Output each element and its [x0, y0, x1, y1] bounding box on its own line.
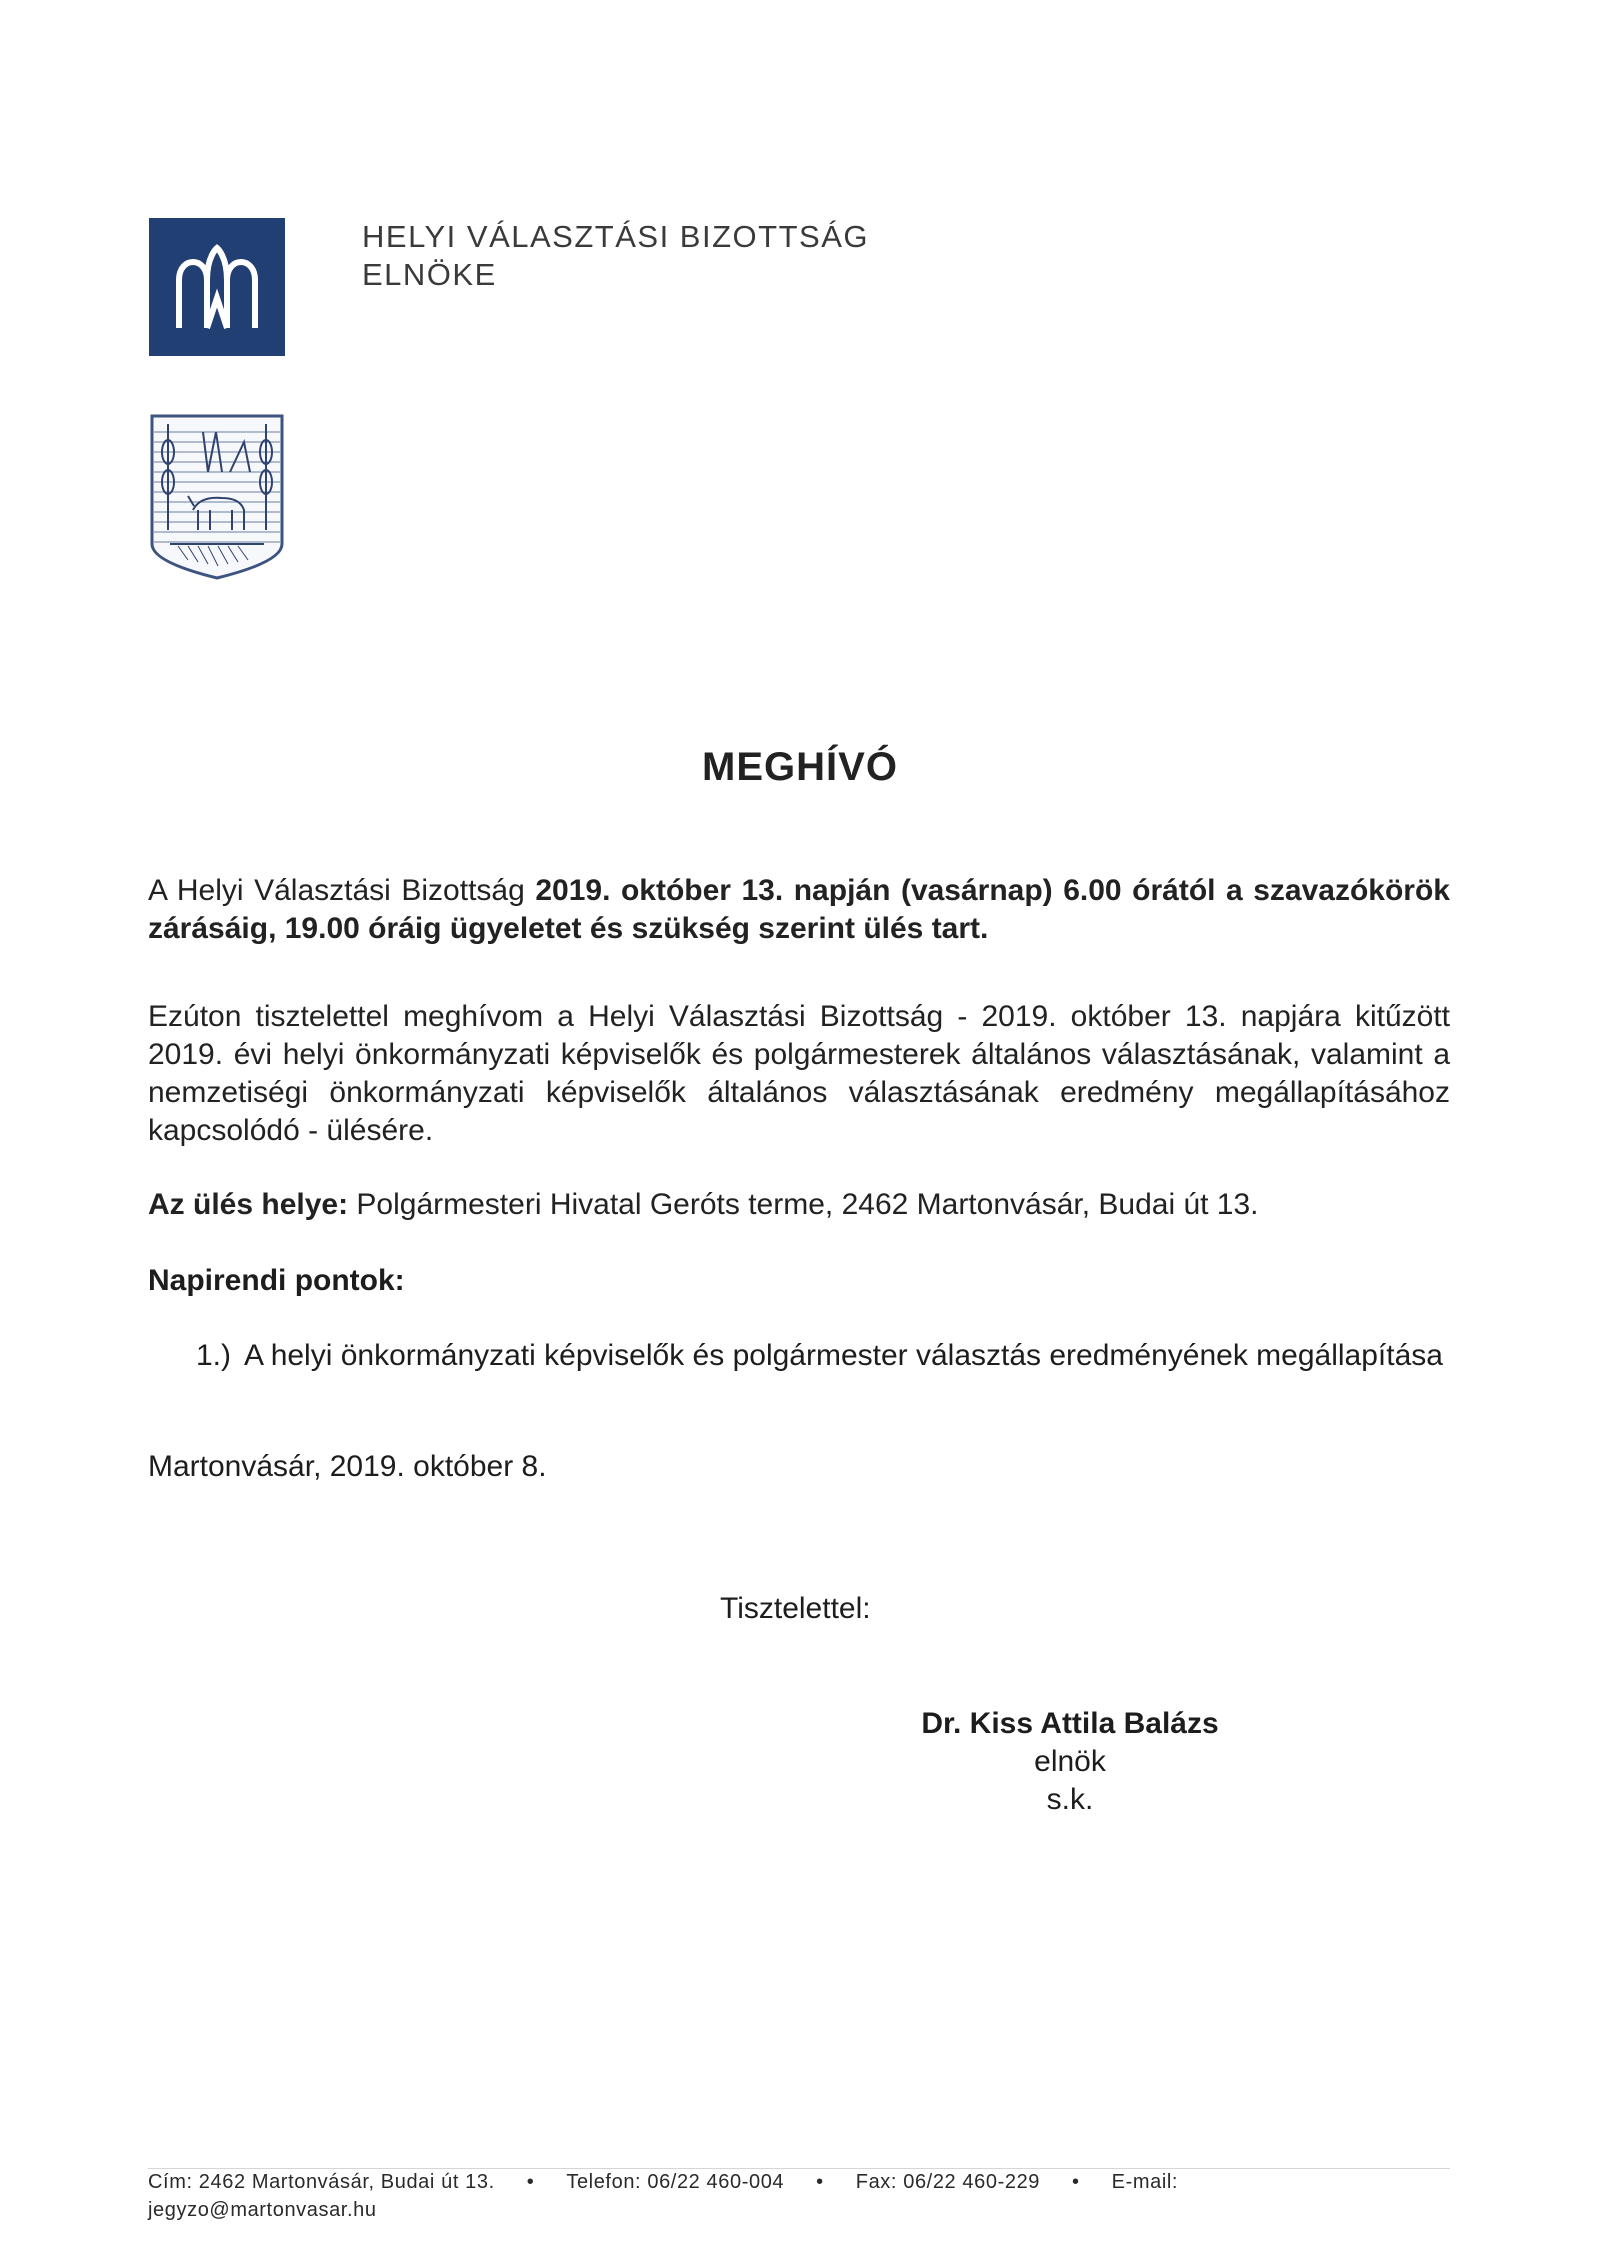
- footer-email-link[interactable]: jegyzo@martonvasar.hu: [148, 2199, 377, 2221]
- agenda-label: Napirendi pontok:: [148, 1264, 405, 1297]
- signature-block: [905, 1705, 1235, 1819]
- venue-label: Az ülés helye:: [148, 1188, 349, 1221]
- date-place: Martonvásár, 2019. október 8.: [148, 1450, 547, 1483]
- signatory-name: Dr. Kiss Attila Balázs: [921, 1707, 1219, 1740]
- greeting: Tisztelettel:: [720, 1592, 871, 1625]
- agenda-item-text: A helyi önkormányzati képviselők és polgármester választás eredményének megállapítása: [244, 1339, 1443, 1372]
- invitation-paragraph: Ezúton tisztelettel meghívom a Helyi Választási Bizottság - 2019. október 13. napjára kitűzött 2019. évi helyi önkormányzati képviselők és polgármesterek általános választásának, valamint a nemzetiségi önkormányzati képviselők általános választásának eredmény megállapításához kapcsolódó - ülésére.: [148, 1000, 1450, 1147]
- signature-note: s.k.: [1046, 1783, 1094, 1816]
- venue-paragraph: [148, 1186, 1450, 1224]
- agenda-item: [196, 1337, 1450, 1375]
- header-title: HELYI VÁLASZTÁSI BIZOTTSÁG: [362, 219, 869, 254]
- footer-fax: Fax: 06/22 460-229: [855, 2171, 1041, 2193]
- document-title: MEGHÍVÓ: [702, 745, 898, 789]
- footer-separator: •: [1072, 2171, 1080, 2193]
- agenda-item-number: 1.): [196, 1339, 232, 1372]
- intro-bold: 2019. október 13. napján (vasárnap) 6.00 órától a szavazókörök zárásáig, 19.00 óráig ügyeletet és szükség szerint ülés tart.: [148, 874, 1450, 945]
- footer: [148, 2168, 1450, 2224]
- header-subtitle: ELNÖKE: [362, 257, 497, 292]
- footer-email-label: E-mail:: [1111, 2171, 1179, 2193]
- martonvasar-logo-icon: [149, 218, 285, 356]
- footer-phone: Telefon: 06/22 460-004: [566, 2171, 785, 2193]
- footer-address: Cím: 2462 Martonvásár, Budai út 13.: [148, 2171, 495, 2193]
- signatory-role: elnök: [1034, 1745, 1106, 1778]
- footer-separator: •: [526, 2171, 535, 2193]
- footer-separator: •: [816, 2171, 824, 2193]
- venue-text: Polgármesteri Hivatal Geróts terme, 2462 Martonvásár, Budai út 13.: [348, 1188, 1259, 1221]
- intro-paragraph: [148, 872, 1450, 948]
- coat-of-arms-icon: [148, 412, 286, 582]
- intro-lead: A Helyi Választási Bizottság: [148, 874, 536, 907]
